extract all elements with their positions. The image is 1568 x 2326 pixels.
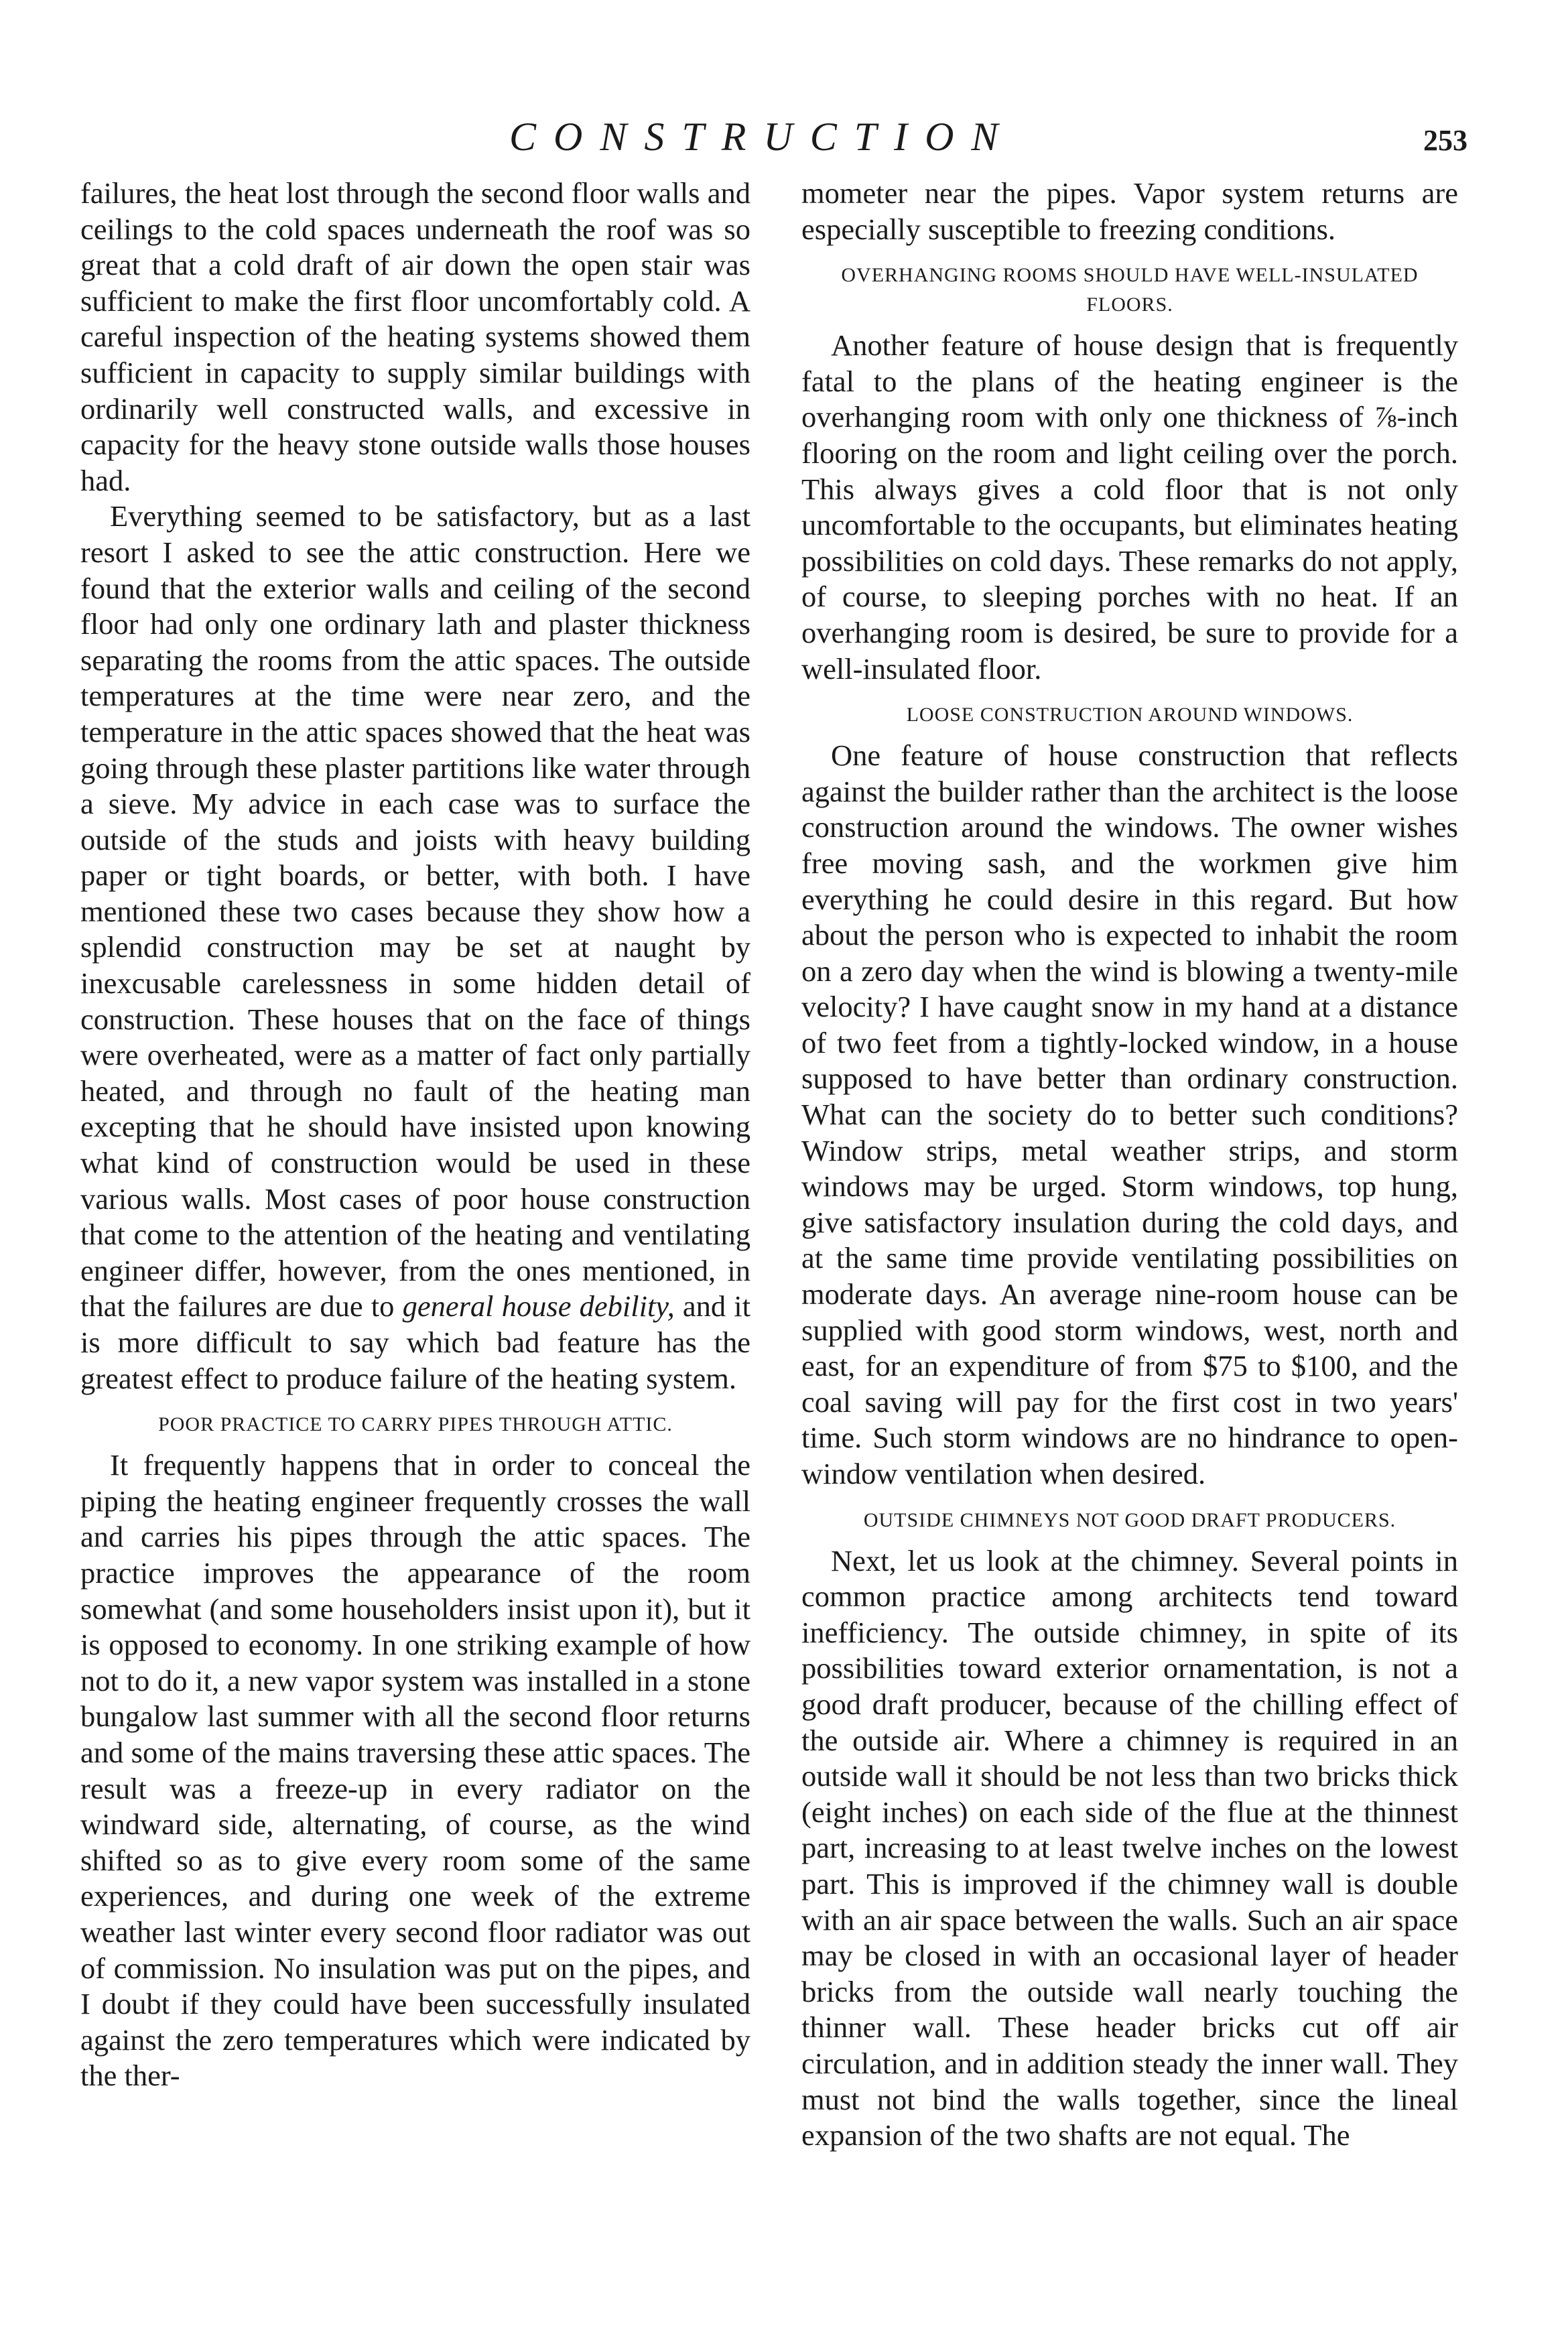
paragraph (80, 499, 750, 1397)
paragraph: Next, let us look at the chimney. Several points in common practice among architects tend toward inefficiency. The outside chimney, in spite of its possibilities toward exterior ornamentation, is not a good draft producer, because of the chilling effect of the outside air. Where a chimney is required in an outside wall it should be not less than two bricks thick (eight inches) on each side of the flue at the thinnest part, increasing to at least twelve inches on the lowest part. This is improved if the chimney wall is double with an air space between the walls. Such an air space may be closed in with an occasional layer of header bricks from the outside wall nearly touching the thinner wall. These header bricks cut off air circulation, and in addition steady the inner wall. They must not bind the walls together, since the lineal expansion of the two shafts are not equal. The (801, 1543, 1458, 2152)
section-heading: OVERHANGING ROOMS SHOULD HAVE WELL-INSULATED FLOORS. (841, 264, 1419, 316)
paragraph-text: Everything seemed to be satisfactory, but as a last resort I asked to see the attic construction. Here we found that the exterior walls and ceiling of the second floor had only one ordinary lath and plaster thickness separating the rooms from the attic spaces. The outside temperatures at the time were near zero, and the temperature in the attic spaces showed that the heat was going through these plaster partitions like water through a sieve. My advice in each case was to surface the outside of the studs and joists with heavy building paper or tight boards, or better, with both. I have mentioned these two cases because they show how a splendid construction may be set at naught by inexcusable carelessness in some hidden detail of construction. These houses that on the face of things were overheated, were as a matter of fact only partially heated, and through no fault of the heating man excepting that he should have insisted upon knowing what kind of construction would be used in these various walls. Most cases of poor house construction that come to the attention of the heating and ventilating engineer differ, however, from the ones mentioned, in that the failures are due to (80, 499, 750, 1323)
section-heading: LOOSE CONSTRUCTION AROUND WINDOWS. (906, 704, 1354, 726)
italic-phrase: general house debility, (402, 1289, 675, 1323)
paragraph: One feature of house construction that reflects against the builder rather than the architect is the loose construction around the windows. The owner wishes free moving sash, and the workmen give him everything he could desire in this regard. But how about the person who is expected to inhabit the room on a zero day when the wind is blowing a twenty-mile velocity? I have caught snow in my hand at a distance of two feet from a tightly-locked window, in a house supposed to have better than ordinary construction. What can the society do to better such conditions? Window strips, metal weather strips, and storm windows may be urged. Storm windows, top hung, give satisfactory insulation during the cold days, and at the same time provide ventilating possibilities on moderate days. An average nine-room house can be supplied with good storm windows, west, north and east, for an expenditure of from $75 to $100, and the coal saving will pay for the first cost in two years' time. Such storm windows are no hindrance to open-window ventilation when desired. (801, 738, 1458, 1490)
page-number: 253 (1423, 124, 1467, 157)
paragraph: It frequently happens that in order to conceal the piping the heating engineer frequently crosses the wall and carries his pipes through the attic spaces. The practice improves the appearance of the room somewhat (and some householders insist upon it), but it is opposed to economy. In one striking example of how not to do it, a new vapor system was installed in a stone bungalow last summer with all the second floor returns and some of the mains traversing these attic spaces. The result was a freeze-up in every radiator on the windward side, alternating, of course, as the wind shifted so as to give every room some of the same experiences, and during one week of the extreme weather last winter every second floor radiator was out of commission. No insulation was put on the pipes, and I doubt if they could have been successfully insulated against the zero temperatures which were indicated by the ther- (80, 1448, 750, 2093)
paragraph-text: and it is more difficult to say which bad feature has the greatest effect to produce failure of the heating system. (80, 1289, 750, 1395)
paragraph: failures, the heat lost through the second floor walls and ceilings to the cold spaces underneath the roof was so great that a cold draft of air down the open stair was sufficient to make the first floor uncomfortably cold. A careful inspection of the heating systems showed them sufficient in capacity to supply similar buildings with ordinarily well constructed walls, and excessive in capacity for the heavy stone outside walls those houses had. (80, 176, 750, 497)
paragraph: mometer near the pipes. Vapor system returns are especially susceptible to freezing conditions. (801, 176, 1458, 246)
section-heading: POOR PRACTICE TO CARRY PIPES THROUGH ATTIC. (158, 1413, 673, 1436)
running-head (0, 114, 1568, 168)
section-heading: OUTSIDE CHIMNEYS NOT GOOD DRAFT PRODUCERS. (863, 1508, 1396, 1531)
paragraph: Another feature of house design that is frequently fatal to the plans of the heating engineer is the overhanging room with only one thickness of ⅞-inch flooring on the room and light ceiling over the porch. This always gives a cold floor that is not only uncomfortable to the occupants, but eliminates heating possibilities on cold days. These remarks do not apply, of course, to sleeping porches with no heat. If an overhanging room is desired, be sure to provide for a well-insulated floor. (801, 328, 1458, 686)
running-title: CONSTRUCTION (509, 115, 1016, 159)
left-column (80, 176, 750, 2094)
right-column (801, 176, 1458, 2154)
